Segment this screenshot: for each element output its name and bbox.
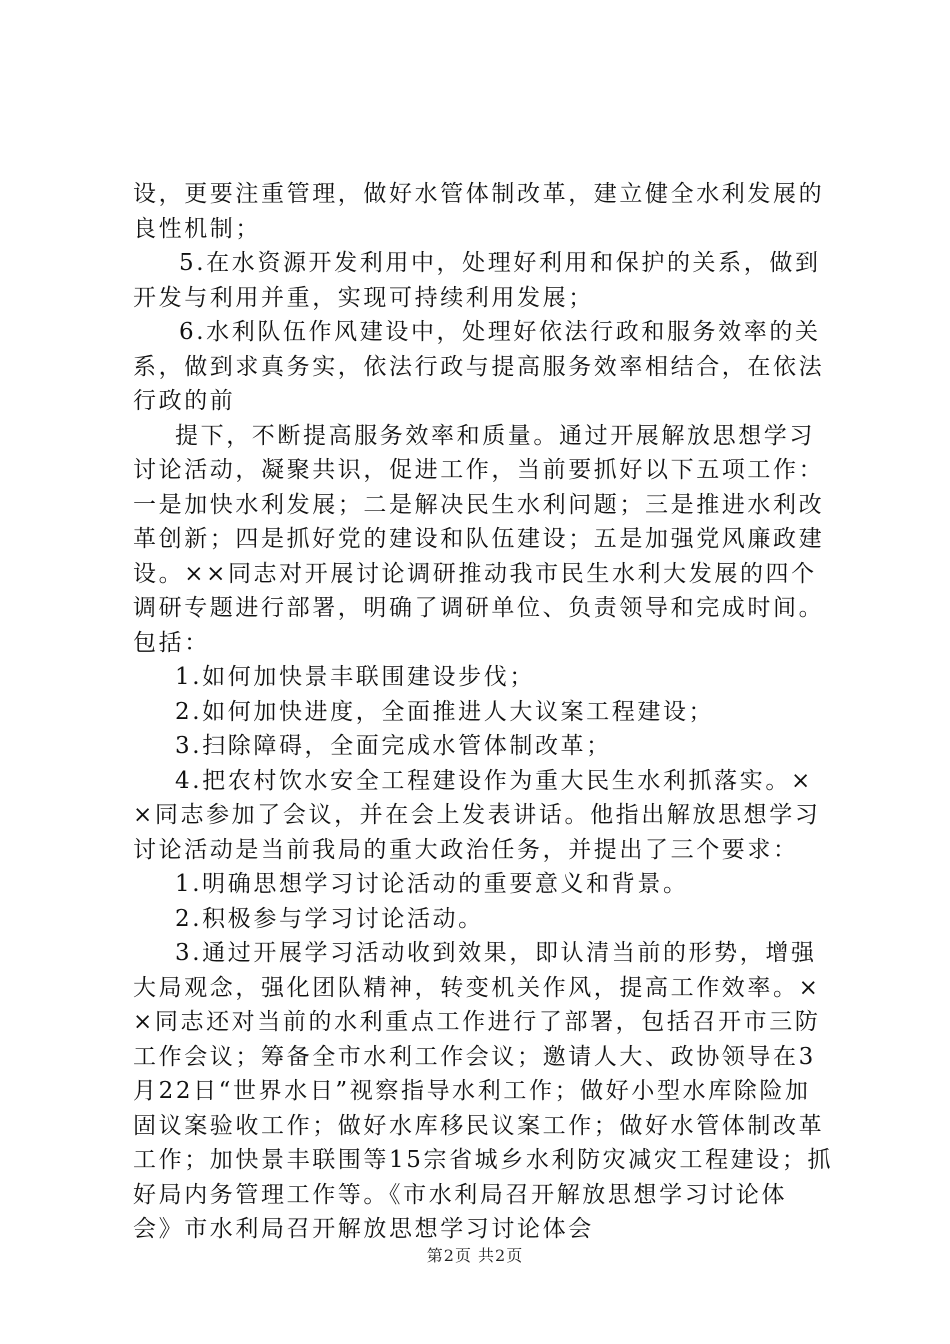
text-line: 固议案验收工作；做好水库移民议案工作；做好水管体制改革 [133, 1112, 825, 1139]
text-line: 好局内务管理工作等。《市水利局召开解放思想学习讨论体 [133, 1181, 788, 1208]
text-line: ×同志还对当前的水利重点工作进行了部署，包括召开市三防 [133, 1009, 821, 1035]
text-line: 讨论活动，凝聚共识，促进工作，当前要抓好以下五项工作： [133, 457, 825, 483]
text-line: 系，做到求真务实，依法行政与提高服务效率相结合，在依法 [133, 353, 825, 380]
text-line: 提下，不断提高服务效率和质量。通过开展解放思想学习 [175, 422, 815, 449]
text-line: 工作；加快景丰联围等15宗省城乡水利防灾减灾工程建设；抓 [133, 1147, 834, 1173]
text-line: 工作会议；筹备全市水利工作会议；邀请人大、政协领导在3 [133, 1043, 816, 1070]
text-line: 月22日“世界水日”视察指导水利工作；做好小型水库除险加 [133, 1078, 811, 1104]
text-line: 一是加快水利发展；二是解决民生水利问题；三是推进水利改 [133, 491, 825, 518]
text-line: 1.如何加快景丰联围建设步伐； [175, 664, 535, 690]
text-line: 3.扫除障碍，全面完成水管体制改革； [175, 733, 612, 759]
text-line: 会》市水利局召开解放思想学习讨论体会 [133, 1216, 594, 1242]
text-line: 3.通过开展学习活动收到效果，即认清当前的形势，增强 [175, 940, 817, 966]
text-line: 4.把农村饮水安全工程建设作为重大民生水利抓落实。× [175, 767, 813, 794]
text-line: 大局观念，强化团队精神，转变机关作风，提高工作效率。× [133, 974, 821, 1001]
page-footer: 第2页 共2页 [426, 1246, 524, 1265]
text-line: 5.在水资源开发利用中，处理好利用和保护的关系，做到 [179, 250, 821, 276]
text-line: 良性机制； [133, 215, 261, 242]
body-text [133, 177, 833, 1247]
text-line: 2.如何加快进度，全面推进人大议案工程建设； [175, 698, 715, 725]
text-line: 2.积极参与学习讨论活动。 [175, 905, 484, 932]
text-line: 设。××同志对开展讨论调研推动我市民生水利大发展的四个 [133, 560, 817, 587]
text-line: 包括： [133, 629, 210, 656]
text-line: 设，更要注重管理，做好水管体制改革，建立健全水利发展的 [133, 181, 825, 207]
text-line: ×同志参加了会议，并在会上发表讲话。他指出解放思想学习 [133, 802, 821, 828]
text-line: 行政的前 [133, 388, 236, 414]
text-line: 讨论活动是当前我局的重大政治任务，并提出了三个要求： [133, 836, 799, 863]
text-line: 调研专题进行部署，明确了调研单位、负责领导和完成时间。 [133, 595, 825, 621]
text-line: 1.明确思想学习讨论活动的重要意义和背景。 [175, 871, 689, 897]
text-line: 开发与利用并重，实现可持续利用发展； [133, 284, 594, 311]
text-line: 革创新；四是抓好党的建设和队伍建设；五是加强党风廉政建 [133, 526, 825, 552]
text-line: 6.水利队伍作风建设中，处理好依法行政和服务效率的关 [179, 319, 821, 345]
